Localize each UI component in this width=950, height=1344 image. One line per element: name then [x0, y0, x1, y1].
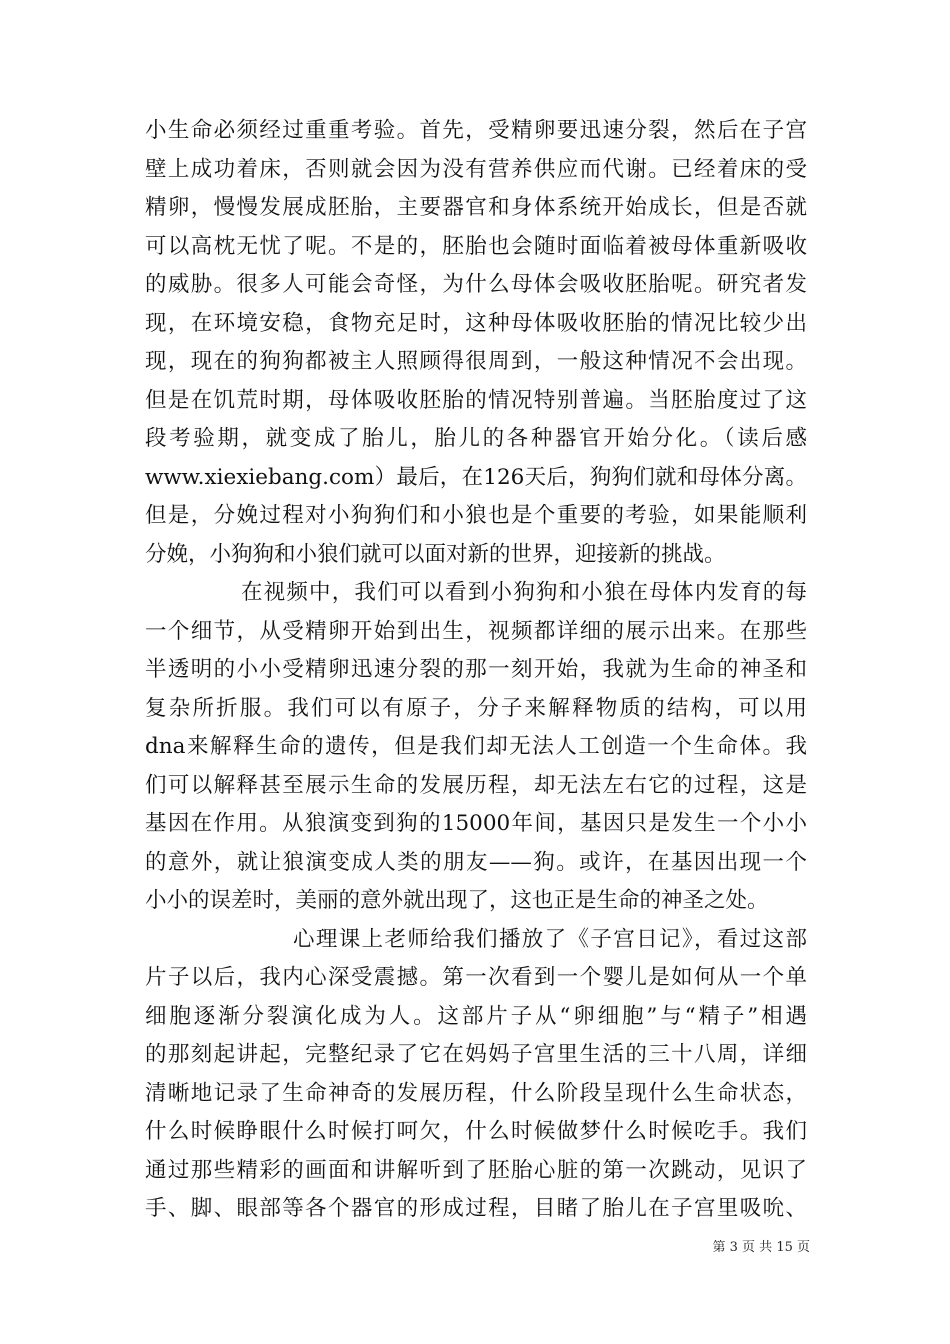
- text-line: 现，现在的狗狗都被主人照顾得很周到，一般这种情况不会出现。: [145, 349, 807, 374]
- text-line: 半透明的小小受精卵迅速分裂的那一刻开始，我就为生命的神圣和: [145, 657, 807, 682]
- text-line: 的那刻起讲起，完整纪录了它在妈妈子宫里生活的三十八周，详细: [145, 1042, 807, 1067]
- text-line: 精卵，慢慢发展成胚胎，主要器官和身体系统开始成长，但是否就: [145, 195, 807, 220]
- text-line: 壁上成功着床，否则就会因为没有营养供应而代谢。已经着床的受: [145, 156, 807, 182]
- text-line: 一个细节，从受精卵开始到出生，视频都详细的展示出来。在那些: [145, 618, 807, 644]
- text-line: 可以高枕无忧了呢。不是的，胚胎也会随时面临着被母体重新吸收: [145, 233, 807, 259]
- paragraph-1: [145, 112, 807, 574]
- text-line: 的威胁。很多人可能会奇怪，为什么母体会吸收胚胎呢。研究者发: [145, 272, 807, 297]
- paragraph-2: [145, 574, 807, 921]
- text-line: 小生命必须经过重重考验。首先，受精卵要迅速分裂，然后在子宫: [145, 118, 807, 143]
- text-line: 清晰地记录了生命神奇的发展历程，什么阶段呈现什么生命状态，: [145, 1080, 807, 1106]
- text-line: 段考验期，就变成了胎儿，胎儿的各种器官开始分化。（读后感: [145, 426, 807, 451]
- text-line: 片子以后，我内心深受震撼。第一次看到一个婴儿是如何从一个单: [145, 965, 807, 990]
- text-line: 细胞逐渐分裂演化成为人。这部片子从“卵细胞”与“精子”相遇: [145, 1003, 807, 1029]
- text-line: 在视频中，我们可以看到小狗狗和小狼在母体内发育的每: [241, 580, 807, 605]
- text-line: dna来解释生命的遗传，但是我们却无法人工创造一个生命体。我: [145, 734, 807, 759]
- paragraph-3: [145, 921, 807, 1229]
- text-line: 分娩，小狗狗和小狼们就可以面对新的世界，迎接新的挑战。: [145, 541, 726, 567]
- text-line: 现，在环境安稳，食物充足时，这种母体吸收胚胎的情况比较少出: [145, 310, 807, 336]
- text-line: 们可以解释甚至展示生命的发展历程，却无法左右它的过程，这是: [145, 772, 807, 798]
- text-line: 但是在饥荒时期，母体吸收胚胎的情况特别普遍。当胚胎度过了这: [145, 387, 807, 413]
- text-line: 的意外，就让狼演变成人类的朋友——狗。或许，在基因出现一个: [145, 849, 807, 875]
- text-line: 什么时候睁眼什么时候打呵欠，什么时候做梦什么时候吃手。我们: [145, 1119, 807, 1144]
- text-line: 手、脚、眼部等各个器官的形成过程，目睹了胎儿在子宫里吸吮、: [145, 1196, 807, 1221]
- text-line: 复杂所折服。我们可以有原子，分子来解释物质的结构，可以用: [145, 695, 807, 721]
- text-line: www.xiexiebang.com）最后，在126天后，狗狗们就和母体分离。: [145, 464, 807, 490]
- text-line: 小小的误差时，美丽的意外就出现了，这也正是生命的神圣之处。: [145, 888, 769, 913]
- text-line: 心理课上老师给我们播放了《子宫日记》，看过这部: [293, 926, 807, 952]
- text-line: 基因在作用。从狼演变到狗的15000年间，基因只是发生一个小小: [145, 811, 807, 836]
- page-number: 第 3 页 共 15 页: [712, 1240, 810, 1255]
- text-line: 但是，分娩过程对小狗狗们和小狼也是个重要的考验，如果能顺利: [145, 503, 807, 528]
- text-line: 通过那些精彩的画面和讲解听到了胚胎心脏的第一次跳动，见识了: [145, 1157, 807, 1183]
- body-text: [145, 112, 807, 1229]
